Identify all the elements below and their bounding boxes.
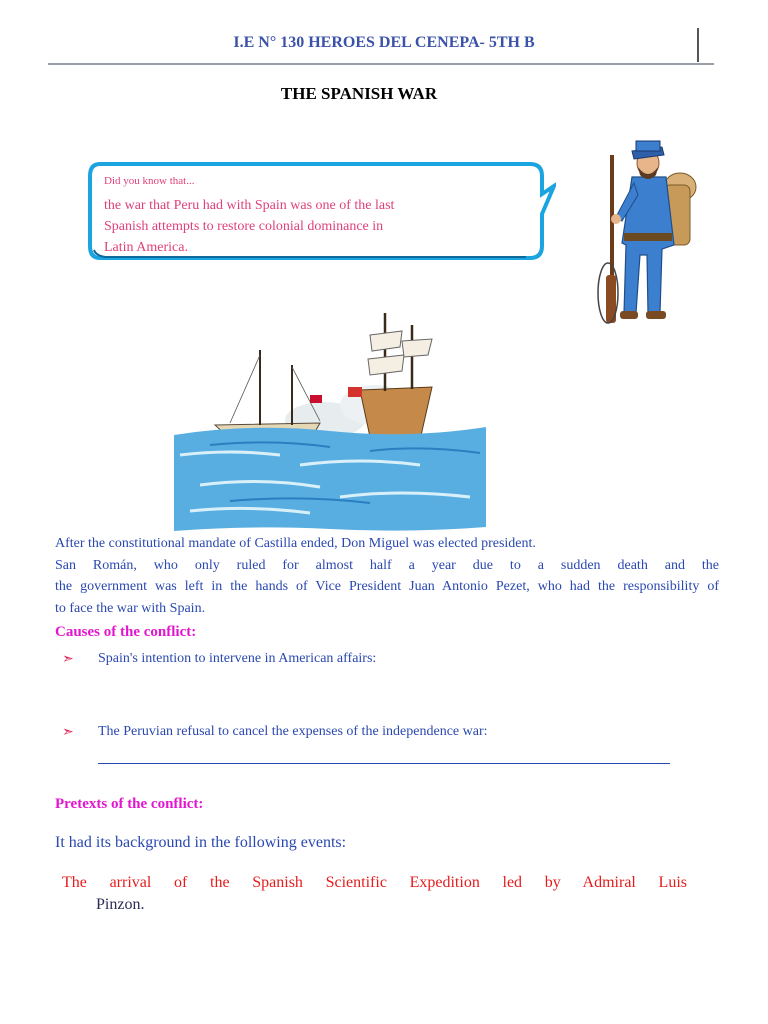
bubble-intro: Did you know that...	[104, 175, 195, 187]
cause-item: Spain's intention to intervene in American affairs:	[98, 651, 377, 666]
intro-paragraph	[55, 533, 719, 619]
paragraph-line: San Román, who only ruled for almost half a year due to a sudden death and the	[55, 557, 719, 573]
answer-blank-line[interactable]	[98, 763, 670, 764]
paragraph-line: After the constitutional mandate of Castilla ended, Don Miguel was elected president.	[55, 536, 536, 551]
bubble-line: Spanish attempts to restore colonial dominance in	[104, 219, 384, 234]
pretexts-heading: Pretexts of the conflict:	[55, 796, 204, 812]
event-line: The arrival of the Spanish Scientific Expedition led by Admiral Luis	[62, 874, 687, 891]
cause-item: The Peruvian refusal to cancel the expenses of the independence war:	[98, 724, 488, 739]
arrow-bullet-icon: ➣	[62, 652, 74, 667]
bubble-line: Latin America.	[104, 240, 188, 255]
header-title: I.E N° 130 HEROES DEL CENEPA- 5TH B	[233, 34, 535, 51]
arrow-bullet-icon: ➣	[62, 725, 74, 740]
paragraph-line: to face the war with Spain.	[55, 600, 206, 616]
header-divider	[48, 63, 714, 65]
causes-heading: Causes of the conflict:	[55, 624, 197, 640]
naval-battle-illustration	[170, 305, 490, 535]
bubble-line: the war that Peru had with Spain was one of the last	[104, 198, 395, 213]
background-sentence: It had its background in the following events:	[55, 834, 347, 851]
header-vertical-rule	[697, 28, 699, 62]
soldier-illustration	[592, 125, 702, 330]
event-line-continued: Pinzon.	[96, 896, 145, 913]
page-title: THE SPANISH WAR	[280, 84, 438, 103]
bubble-body	[104, 195, 464, 258]
paragraph-line: the government was left in the hands of Vice President Juan Antonio Pezet, who had the responsibility of	[55, 579, 719, 594]
